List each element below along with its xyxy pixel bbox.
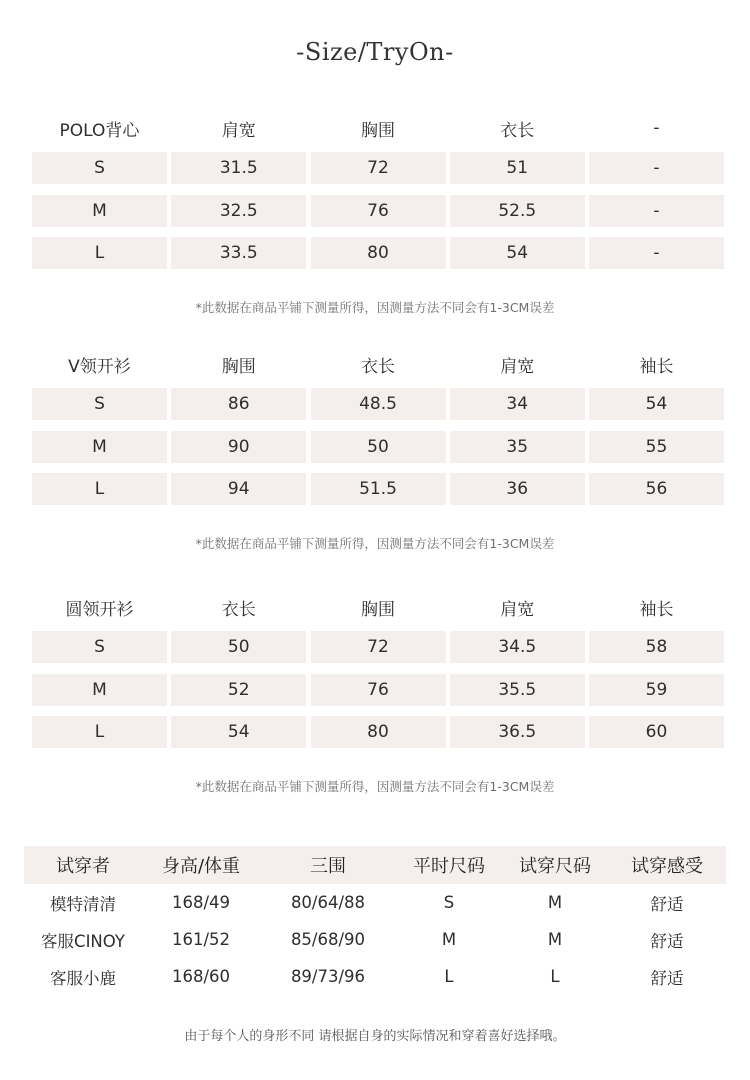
table-cell: 36.5: [450, 716, 585, 748]
table-cell: 模特清清: [50, 894, 116, 914]
try-on-header-row: [24, 846, 726, 884]
header-cell: 肩宽: [500, 599, 535, 620]
table-cell: L: [550, 967, 560, 986]
table-cell: 34.5: [450, 631, 585, 663]
table-cell: M: [547, 930, 563, 949]
header-cell: 胸围: [221, 356, 256, 377]
size-table-round-neck-cardigan: [32, 589, 724, 759]
table-row: [24, 921, 726, 958]
table-cell: 60: [589, 716, 724, 748]
table-cell: 51: [450, 152, 585, 184]
header-cell: 试穿感受: [631, 856, 703, 877]
table-cell: 54: [171, 716, 306, 748]
measurement-note: *此数据在商品平铺下测量所得，因测量方法不同会有1-3CM误差: [195, 779, 555, 794]
header-cell: 衣长: [500, 120, 535, 141]
table-cell: 86: [171, 388, 306, 420]
table-row: [24, 884, 726, 921]
table-cell: 59: [589, 674, 724, 706]
table-cell: L: [32, 473, 167, 505]
table-row: [32, 473, 724, 505]
table-cell: 56: [589, 473, 724, 505]
table-cell: 52: [171, 674, 306, 706]
table-cell: 50: [311, 431, 446, 463]
header-cell: 肩宽: [221, 120, 256, 141]
table-row: [32, 631, 724, 663]
table-cell: S: [443, 893, 455, 912]
table-cell: 32.5: [171, 195, 306, 227]
header-cell: 平时尺码: [413, 856, 485, 877]
table-cell: L: [444, 967, 454, 986]
table-cell: -: [589, 152, 724, 184]
table-cell: 34: [450, 388, 585, 420]
header-cell: 袖长: [639, 599, 674, 620]
table-cell: 54: [450, 237, 585, 269]
table-cell: 36: [450, 473, 585, 505]
table-cell: M: [547, 893, 563, 912]
measurement-note: *此数据在商品平铺下测量所得，因测量方法不同会有1-3CM误差: [195, 300, 555, 315]
table-cell: -: [589, 237, 724, 269]
table-cell: 54: [589, 388, 724, 420]
header-cell: 衣长: [221, 599, 256, 620]
table-cell: 80: [311, 716, 446, 748]
header-cell: 试穿尺码: [519, 856, 591, 877]
measurement-note: *此数据在商品平铺下测量所得，因测量方法不同会有1-3CM误差: [195, 536, 555, 551]
header-cell: POLO背心: [59, 120, 140, 141]
table-cell: L: [32, 716, 167, 748]
table-cell: 舒适: [650, 968, 684, 988]
table-cell: 35: [450, 431, 585, 463]
header-cell: 袖长: [639, 356, 674, 377]
table-cell: 80: [311, 237, 446, 269]
header-cell: 胸围: [361, 599, 395, 620]
table-cell: 48.5: [311, 388, 446, 420]
table-row: [24, 958, 726, 995]
table-cell: S: [32, 388, 167, 420]
table-row: [32, 716, 724, 748]
table-row: [32, 152, 724, 184]
table-cell: M: [32, 431, 167, 463]
header-cell: 身高/体重: [161, 856, 241, 877]
table-cell: 31.5: [171, 152, 306, 184]
table-row: [32, 195, 724, 227]
table-cell: 55: [589, 431, 724, 463]
table-row: [32, 237, 724, 269]
header-cell: 试穿者: [56, 856, 110, 877]
table-cell: 58: [589, 631, 724, 663]
size-table-v-neck-cardigan: [32, 346, 724, 516]
table-cell: -: [589, 195, 724, 227]
table-cell: 52.5: [450, 195, 585, 227]
table-row: [32, 674, 724, 706]
header-cell: -: [653, 118, 660, 138]
table-cell: L: [32, 237, 167, 269]
footer-note: 由于每个人的身形不同 请根据自身的实际情况和穿着喜好选择哦。: [184, 1029, 566, 1044]
table-cell: 舒适: [650, 931, 684, 951]
table-cell: 168/60: [171, 967, 231, 986]
table-row: [32, 431, 724, 463]
table-cell: 客服CINOY: [41, 931, 125, 951]
table-cell: 168/49: [171, 893, 231, 912]
table-header-row: [32, 110, 724, 146]
table-cell: M: [32, 195, 167, 227]
table-cell: 客服小鹿: [50, 968, 116, 988]
header-cell: 圆领开衫: [65, 599, 134, 620]
try-on-table: [24, 846, 726, 995]
header-cell: 三围: [310, 856, 346, 877]
table-cell: S: [32, 152, 167, 184]
table-header-row: [32, 346, 724, 382]
table-cell: 161/52: [171, 930, 231, 949]
page-title: -Size/TryOn-: [296, 38, 454, 66]
table-cell: 76: [311, 195, 446, 227]
table-cell: 51.5: [311, 473, 446, 505]
table-cell: M: [32, 674, 167, 706]
table-cell: 舒适: [650, 894, 684, 914]
size-table-polo-vest: [32, 110, 724, 280]
header-cell: V领开衫: [68, 356, 131, 377]
table-cell: 89/73/96: [290, 967, 366, 986]
table-row: [32, 388, 724, 420]
header-cell: 衣长: [361, 356, 395, 377]
table-cell: 33.5: [171, 237, 306, 269]
table-cell: 94: [171, 473, 306, 505]
header-cell: 肩宽: [500, 356, 535, 377]
table-cell: 85/68/90: [290, 930, 366, 949]
table-cell: 72: [311, 631, 446, 663]
table-cell: 80/64/88: [290, 893, 366, 912]
table-cell: 76: [311, 674, 446, 706]
table-cell: 90: [171, 431, 306, 463]
table-cell: M: [441, 930, 457, 949]
table-cell: S: [32, 631, 167, 663]
table-cell: 35.5: [450, 674, 585, 706]
table-cell: 50: [171, 631, 306, 663]
table-header-row: [32, 589, 724, 625]
header-cell: 胸围: [361, 120, 395, 141]
table-cell: 72: [311, 152, 446, 184]
